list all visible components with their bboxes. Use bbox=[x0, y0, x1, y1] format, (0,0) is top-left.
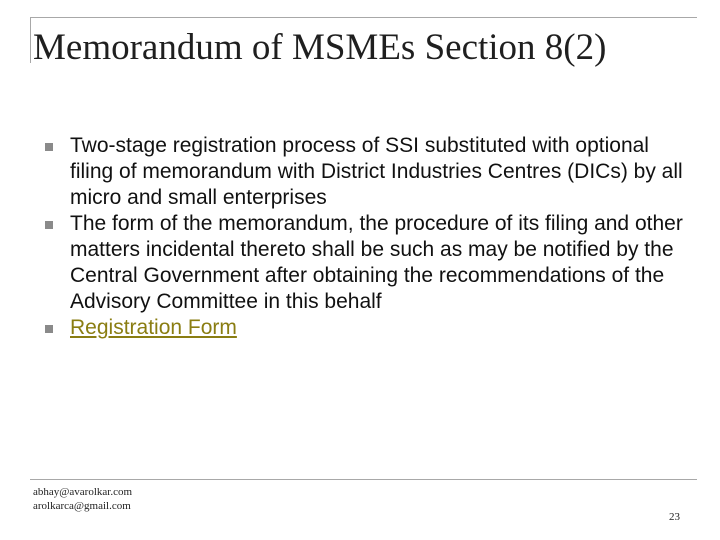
square-bullet-icon bbox=[45, 325, 53, 333]
bullet-item-two-stage-registration bbox=[45, 133, 685, 211]
bullet-list bbox=[45, 133, 685, 341]
square-bullet-icon bbox=[45, 143, 53, 151]
bullet-item-registration-form bbox=[45, 315, 685, 341]
top-frame-line bbox=[30, 17, 697, 18]
footer-contact bbox=[33, 485, 132, 513]
footer-divider bbox=[30, 479, 697, 480]
footer-email-1: abhay@avarolkar.com bbox=[33, 486, 133, 498]
square-bullet-icon bbox=[45, 221, 53, 229]
left-frame-line bbox=[30, 17, 31, 63]
page-number: 23 bbox=[669, 511, 680, 523]
bullet-text: Two-stage registration process of SSI substituted with optional filing of memorandum with District Industries Centres (DICs) by all micro and small enterprises bbox=[70, 134, 683, 209]
bullet-item-memorandum-form bbox=[45, 211, 685, 315]
slide-title: Memorandum of MSMEs Section 8(2) bbox=[33, 27, 607, 68]
footer-email-2: arolkarca@gmail.com bbox=[33, 500, 131, 512]
registration-form-link[interactable]: Registration Form bbox=[70, 316, 237, 339]
bullet-text: The form of the memorandum, the procedure of its filing and other matters incidental thereto shall be such as may be notified by the Central Government after obtaining the recommendations of the Advisory Committee in this behalf bbox=[70, 212, 683, 313]
